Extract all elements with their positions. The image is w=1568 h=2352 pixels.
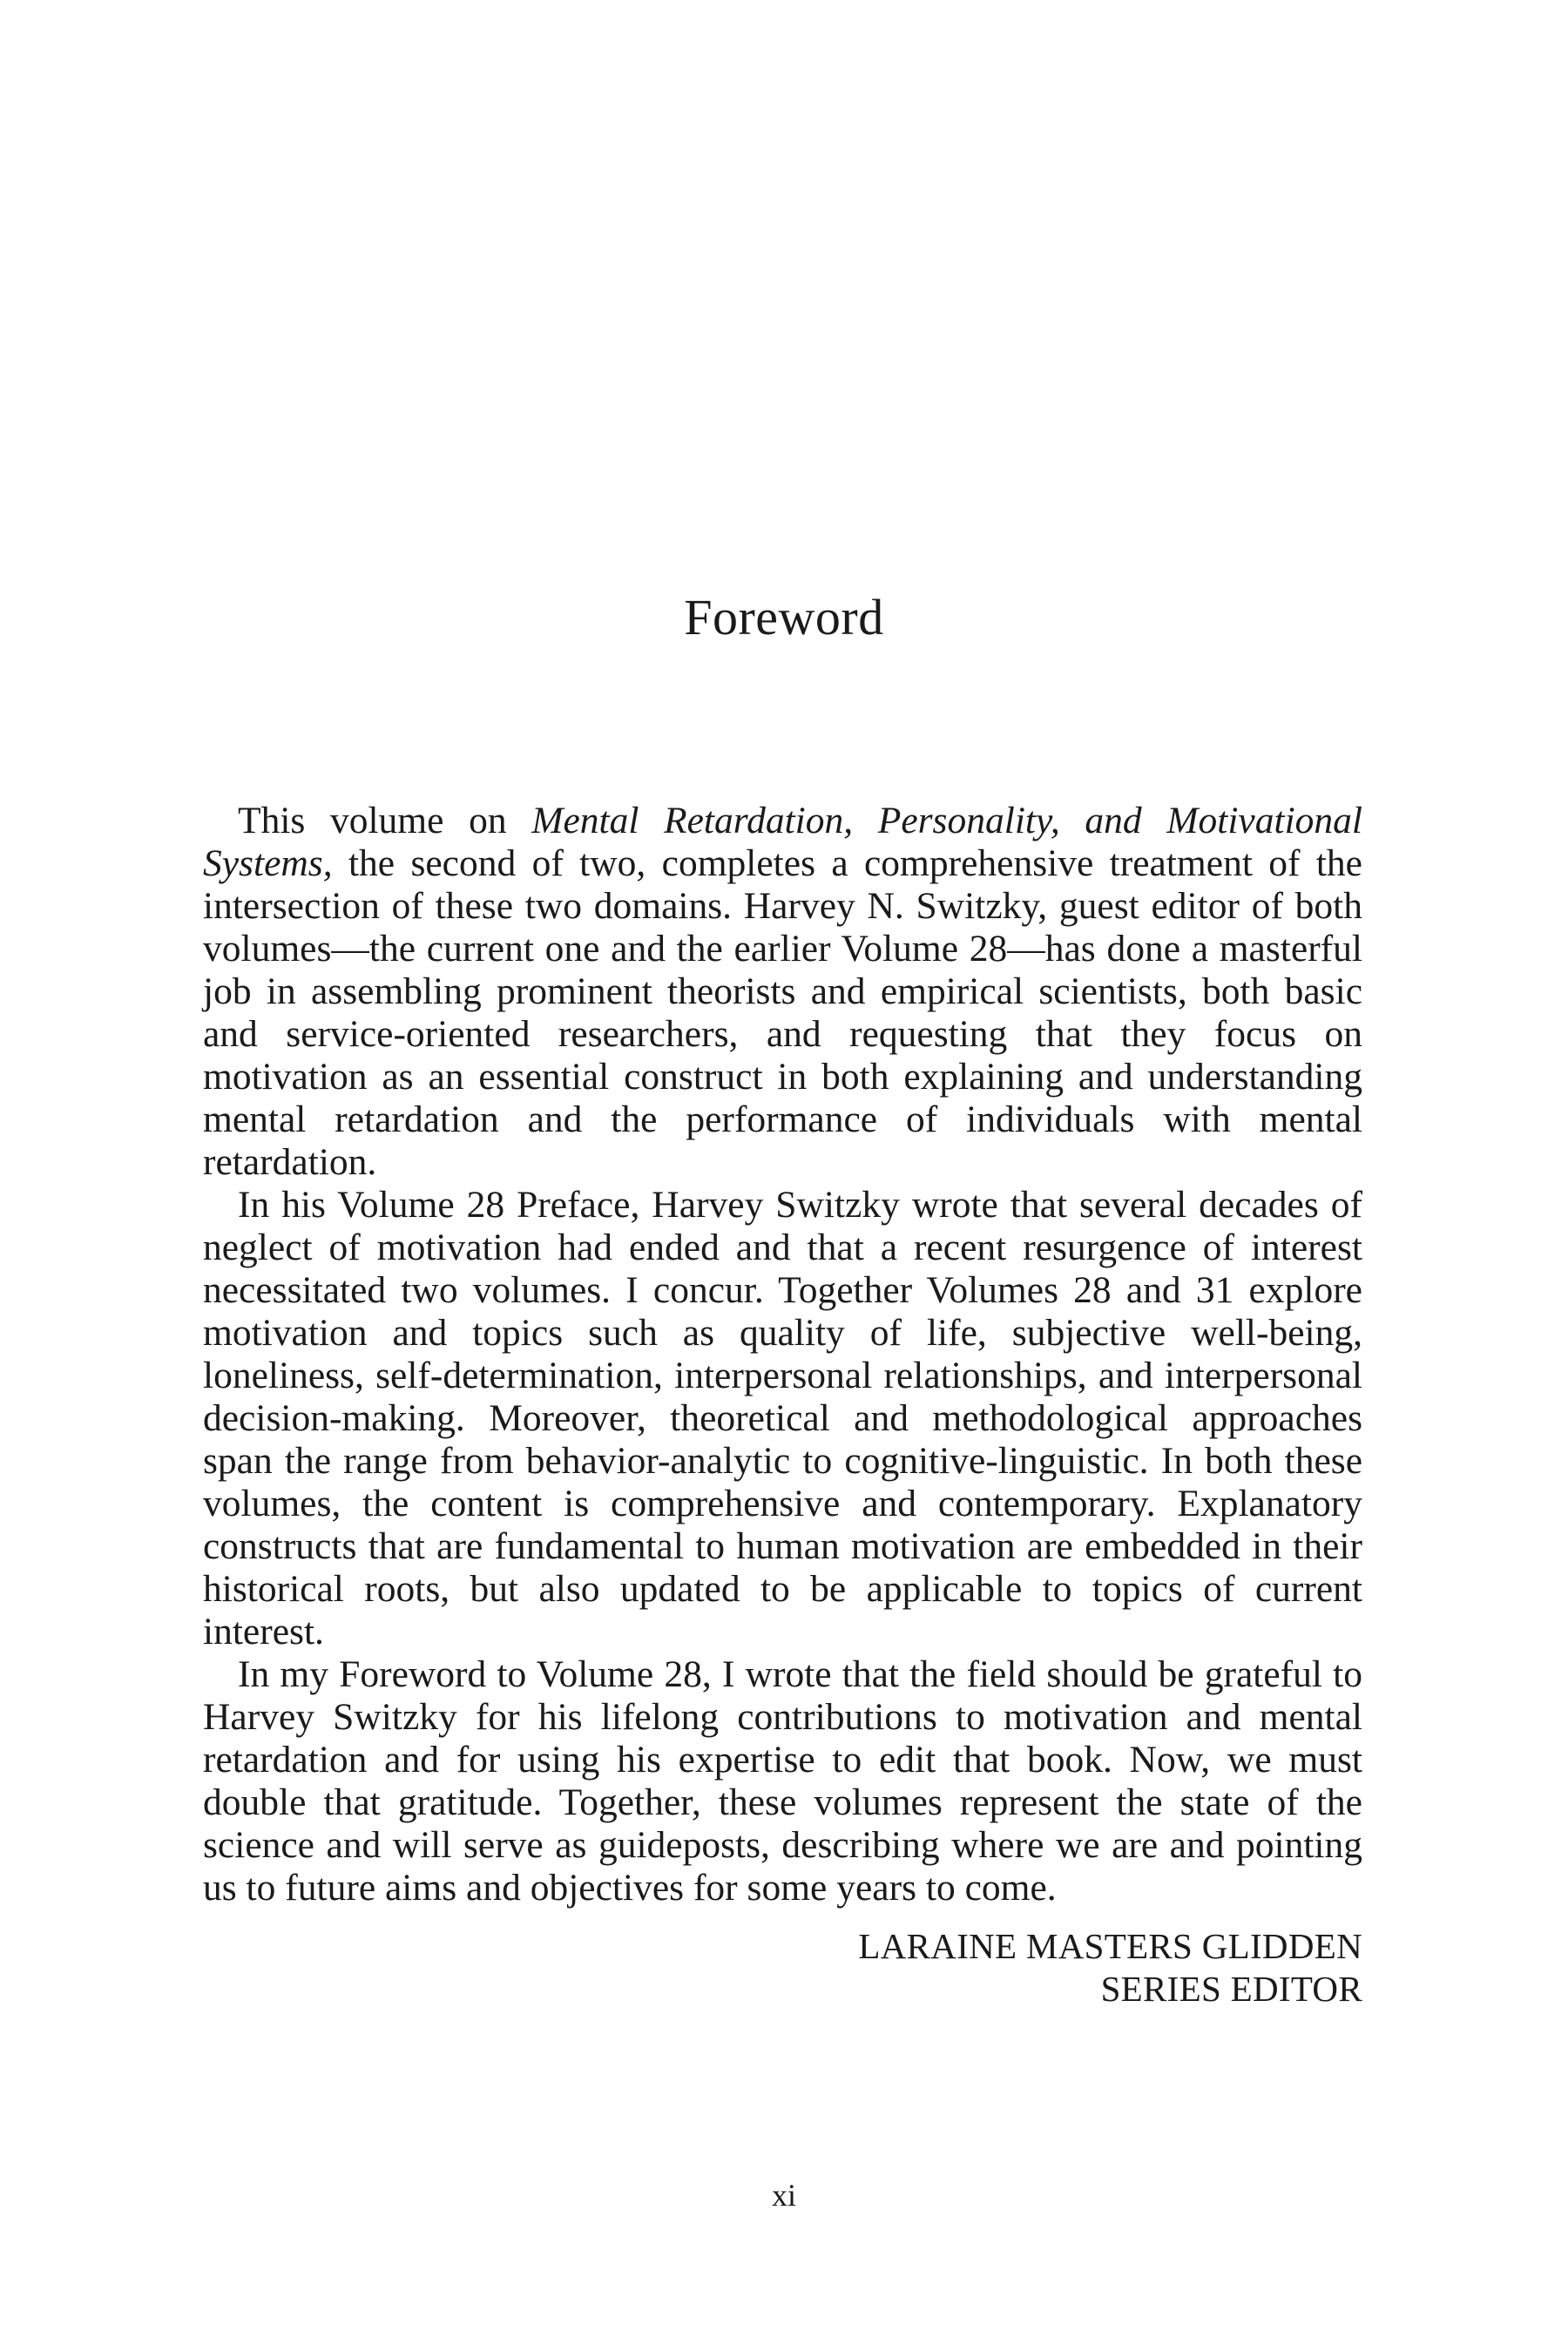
foreword-body <box>203 800 1362 1909</box>
paragraph-3: In my Foreword to Volume 28, I wrote that the field should be grateful to Harvey Switzky for his lifelong contributions to motivation and mental retardation and for using his expertise to edit that book. Now, we must double that gratitude. Together, these volumes represent the state of the science and will serve as guideposts, describing where we are and pointing us to future aims and objectives for some years to come. <box>203 1653 1362 1909</box>
paragraph-1 <box>203 800 1362 1184</box>
page-number: xi <box>771 2178 796 2213</box>
signature-name: LARAINE MASTERS GLIDDEN <box>858 1926 1362 1966</box>
paragraph-1-intro: This volume on <box>238 800 532 841</box>
paragraph-2: In his Volume 28 Preface, Harvey Switzky wrote that several decades of neglect of motivation had ended and that a recent resurgence of interest necessitated two volumes. I concur. Together Volumes 28 and 31 explore motivation and topics such as quality of life, subjective well-being, loneliness, self-determination, interpersonal relationships, and interpersonal decision-making. Moreover, theoretical and methodological approaches span the range from behavior-analytic to cognitive-linguistic. In both these volumes, the content is comprehensive and contemporary. Explanatory constructs that are fundamental to human motivation are embedded in their historical roots, but also updated to be applicable to topics of current interest. <box>203 1184 1362 1652</box>
signature-block <box>203 1925 1362 2011</box>
volume-title: Mental Retardation, Personality, and Motivational Systems, <box>203 800 1362 884</box>
page-title: Foreword <box>684 589 884 645</box>
signature-role: SERIES EDITOR <box>1100 1969 1362 2009</box>
paragraph-1-rest: the second of two, completes a comprehensive treatment of the intersection of these two domains. Harvey N. Switzky, guest editor of both volumes—the current one and the earlier Volume 28—has done a masterful job in assembling prominent theorists and empirical scientists, both basic and service-oriented researchers, and requesting that they focus on motivation as an essential construct in both explaining and understanding mental retardation and the performance of individuals with mental retardation. <box>203 842 1362 1183</box>
